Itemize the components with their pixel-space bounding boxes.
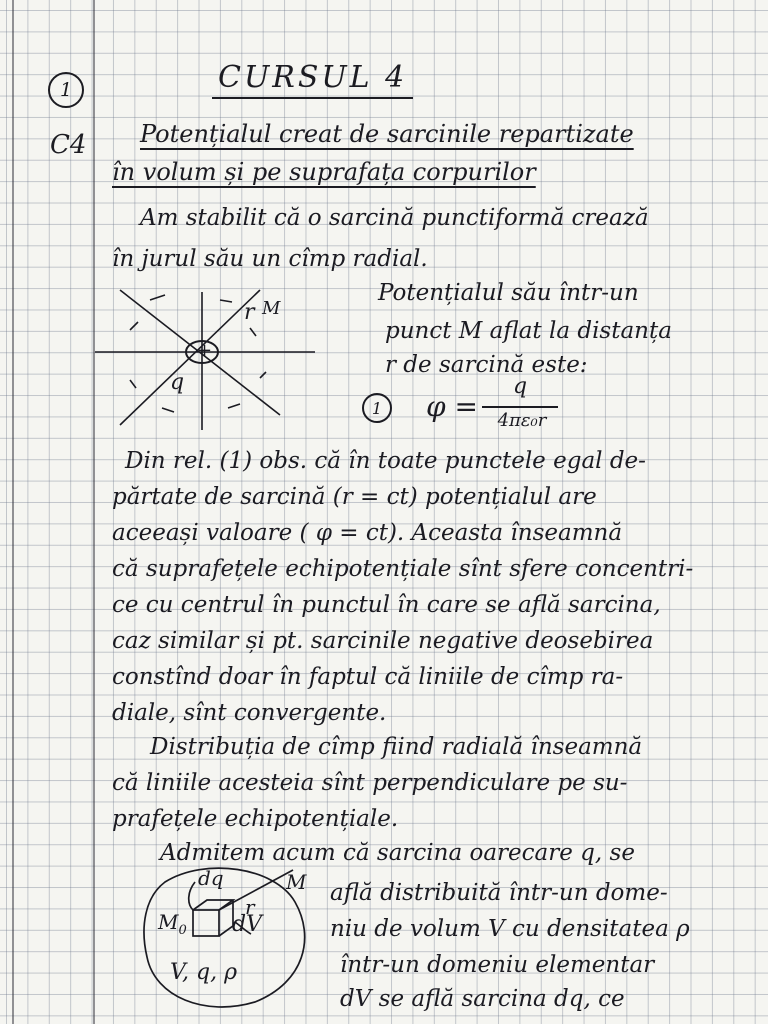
paragraph3-line-3: prafețele echipotențiale. (112, 806, 399, 832)
subtitle-line-2: în volum și pe suprafața corpurilor (112, 158, 536, 186)
label-volume: V, q, ρ (170, 960, 238, 985)
paragraph2-line-1: Din rel. (1) obs. că în toate punctele egal de- (125, 448, 646, 474)
side-text-line-2: punct M aflat la distanța (385, 318, 672, 344)
margin-line-inner (93, 0, 95, 1024)
subtitle-line-1: Potențialul creat de sarcinile repartizate (140, 120, 634, 148)
label-m0 (158, 910, 187, 938)
paragraph2-line-6: caz similar și pt. sarcinile negative deosebirea (112, 628, 654, 654)
paragraph4-side-line-1: află distribuită într-un dome- (330, 880, 668, 906)
margin-label: C4 (50, 130, 87, 160)
page-number-circle (48, 72, 84, 108)
paragraph2-line-3: aceeași valoare ( φ = ct). Aceasta înseamnă (112, 520, 623, 546)
position-vector (219, 870, 293, 910)
side-text-line-3: r de sarcină este: (385, 352, 588, 378)
paragraph4-side-line-4: dV se află sarcina dq, ce (340, 986, 625, 1012)
paragraph4-side-line-3: într-un domeniu elementar (340, 952, 655, 978)
volume-element-cube (193, 910, 219, 936)
page-title: CURSUL 4 (212, 60, 413, 99)
label-m0-letter: M (158, 910, 179, 934)
margin-line-outer (12, 0, 14, 1024)
paragraph1-line-1: Am stabilit că o sarcină punctiformă crează (140, 205, 649, 231)
label-m0-subscript: 0 (178, 923, 187, 938)
paragraph2-line-4: că suprafețele echipotențiale sînt sfere concentri- (112, 556, 694, 582)
page-number: 1 (59, 79, 73, 101)
paragraph2-line-2: părtate de sarcină (r = ct) potențialul are (112, 484, 597, 510)
side-text-line-1: Potențialul său într-un (378, 280, 639, 306)
paragraph4-side-line-2: niu de volum V cu densitatea ρ (330, 916, 690, 942)
charge-label-q: q (170, 370, 185, 395)
label-dv: dV (232, 912, 262, 937)
paragraph3-line-2: că liniile acesteia sînt perpendiculare pe su- (112, 770, 628, 796)
equation-lhs: φ = (426, 390, 478, 423)
center-charge-sign: + (197, 340, 213, 361)
paragraph3-line-1: Distribuția de cîmp fiind radială înseamnă (150, 734, 643, 760)
paragraph2-line-7: constînd doar în faptul că liniile de cîmp ra- (112, 664, 624, 690)
paragraph2-line-5: ce cu centrul în punctul în care se află sarcina, (112, 592, 661, 618)
paragraph2-line-8: diale, sînt convergente. (112, 700, 387, 726)
paragraph4-line-1: Admitem acum că sarcina oarecare q, se (160, 840, 635, 866)
point-label-m: M (262, 298, 281, 319)
distance-label-r: r (244, 300, 255, 325)
fraction-bar (482, 406, 558, 408)
equation-number: 1 (362, 393, 392, 423)
label-m: M (286, 870, 307, 894)
paragraph1-line-2: în jurul său un cîmp radial. (112, 246, 428, 272)
radial-field-diagram (90, 280, 350, 450)
equation-numerator: q (512, 374, 528, 399)
label-dq: dq (198, 866, 224, 890)
label-r: r (245, 895, 255, 919)
equation-denominator: 4πε₀r (497, 410, 547, 431)
